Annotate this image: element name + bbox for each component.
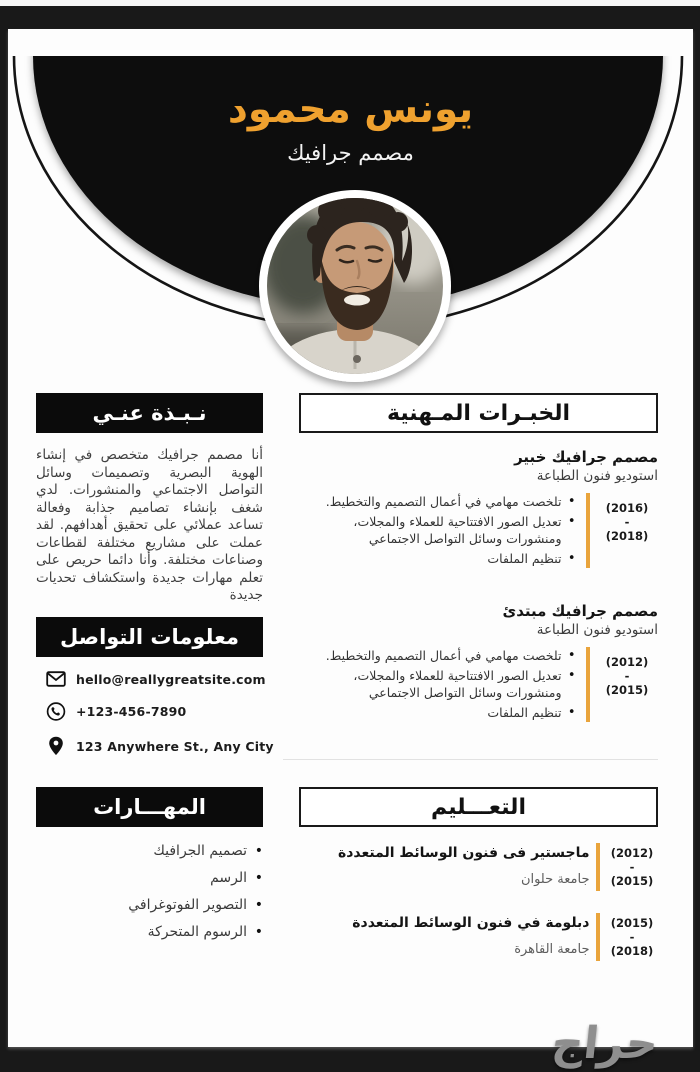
- skills-list: [36, 843, 263, 951]
- education-text: [299, 913, 590, 959]
- education-dates: [606, 913, 658, 958]
- education-degree: دبلومة في فنون الوسائط المتعددة: [352, 915, 590, 931]
- job-duty-text: تعديل الصور الافتتاحية للعملاء والمجلات، ومنشورات وسائل التواصل الاجتماعي: [353, 668, 562, 700]
- job-entry-header: [299, 447, 658, 486]
- phone-icon: [46, 702, 66, 721]
- job-duty-item: [299, 647, 576, 664]
- job-duties-list: [299, 491, 576, 570]
- bullet-dot-icon: •: [254, 843, 263, 859]
- bullet-dot-icon: •: [567, 551, 576, 566]
- education-dates: [606, 843, 658, 888]
- job-duties-list: [299, 645, 576, 724]
- education-text: [299, 843, 590, 889]
- section-divider: [283, 759, 658, 760]
- education-entry: [299, 913, 658, 961]
- person-name: يونس محمود: [227, 87, 474, 132]
- section-title-skills: [36, 787, 263, 827]
- address-value: 123 Anywhere St., Any City: [76, 738, 274, 754]
- education-degree: ماجستير فى فنون الوسائط المتعددة: [337, 845, 590, 861]
- job-duty-item: [299, 493, 576, 510]
- skill-item: [36, 924, 263, 940]
- bullet-dot-icon: •: [567, 648, 576, 663]
- job-company: استوديو فنون الطباعة: [536, 468, 658, 484]
- accent-bar: [596, 913, 601, 961]
- education-start-year: (2012): [610, 846, 654, 860]
- section-title-contact: [36, 617, 263, 657]
- skill-item: [36, 843, 263, 859]
- dates-separator: -: [629, 930, 635, 944]
- haraj-watermark-logo: حراج: [549, 1018, 661, 1069]
- job-duty-text: تلخصت مهامي في أعمال التصميم والتخطيط.: [325, 648, 562, 663]
- bullet-dot-icon: •: [254, 924, 263, 940]
- education-entry: [299, 843, 658, 891]
- skill-label: تصميم الجرافيك: [153, 843, 247, 859]
- about-paragraph: أنا مصمم جرافيك متخصص في إنشاء الهوية البصرية وتصميمات وسائل التواصل الاجتماعي والمنشورات. لدي شغف بإنشاء تصاميم جذابة وفعالة تساعد عملائي على تحقيق أهدافهم. لقد عملت على مشاريع مختلفة لقطاعات وصناعات مختلفة. وأنا دائما حريص على تعلم مهارات جديدة واستكشاف تحديات جديدة: [36, 447, 263, 603]
- job-dates: [596, 645, 658, 697]
- section-title-education: [299, 787, 658, 827]
- education-school: جامعة حلوان: [520, 872, 590, 887]
- contact-item-phone: [46, 702, 276, 721]
- education-end-year: (2018): [610, 944, 654, 958]
- bullet-dot-icon: •: [567, 705, 576, 720]
- accent-bar: [586, 493, 591, 568]
- email-icon: [46, 671, 66, 687]
- skill-item: [36, 870, 263, 886]
- dates-separator: -: [624, 515, 630, 529]
- job-end-year: (2015): [605, 683, 649, 697]
- screen-top-strip: [0, 0, 700, 6]
- education-school: جامعة القاهرة: [514, 942, 590, 957]
- job-start-year: (2012): [605, 655, 649, 669]
- job-details-row: [299, 491, 658, 570]
- bullet-dot-icon: •: [254, 897, 263, 913]
- education-title-label: التعـــليم: [431, 794, 526, 820]
- job-duty-text: تلخصت مهامي في أعمال التصميم والتخطيط.: [325, 494, 562, 509]
- phone-value: +123-456-7890: [76, 704, 187, 719]
- job-duty-item: [299, 513, 576, 547]
- bullet-dot-icon: •: [567, 514, 576, 529]
- job-details-row: [299, 645, 658, 724]
- skill-label: الرسوم المتحركة: [147, 924, 247, 940]
- job-duty-item: [299, 667, 576, 701]
- about-title-label: نـبـذة عنـي: [92, 401, 207, 425]
- accent-bar: [596, 843, 601, 891]
- skills-title-label: المهـــارات: [93, 795, 206, 819]
- job-duty-text: تعديل الصور الافتتاحية للعملاء والمجلات، ومنشورات وسائل التواصل الاجتماعي: [353, 514, 562, 546]
- job-duty-item: [299, 704, 576, 721]
- accent-bar: [586, 647, 591, 722]
- education-end-year: (2015): [610, 874, 654, 888]
- experience-title-label: الخبـرات المـهنية: [386, 400, 571, 426]
- contact-item-address: [46, 736, 276, 756]
- location-pin-icon: [46, 736, 66, 756]
- bullet-dot-icon: •: [567, 668, 576, 683]
- person-job-title: مصمم جرافيك: [287, 141, 414, 165]
- job-start-year: (2016): [605, 501, 649, 515]
- skill-label: الرسم: [210, 870, 247, 886]
- bullet-dot-icon: •: [254, 870, 263, 886]
- bullet-dot-icon: •: [567, 494, 576, 509]
- dates-separator: -: [629, 860, 635, 874]
- job-dates: [596, 491, 658, 543]
- job-company: استوديو فنون الطباعة: [536, 622, 658, 638]
- job-duty-item: [299, 550, 576, 567]
- job-role: مصمم جرافيك مبتدئ: [502, 602, 658, 620]
- job-duty-text: تنظيم الملفات: [487, 551, 562, 566]
- job-end-year: (2018): [605, 529, 649, 543]
- contact-list: [46, 671, 276, 771]
- skill-label: التصوير الفوتوغرافي: [128, 897, 247, 913]
- contact-item-email: [46, 671, 276, 687]
- job-duty-text: تنظيم الملفات: [487, 705, 562, 720]
- education-start-year: (2015): [610, 916, 654, 930]
- email-value: hello@reallygreatsite.com: [76, 671, 266, 687]
- dates-separator: -: [624, 669, 630, 683]
- job-role: مصمم جرافيك خبير: [514, 448, 658, 466]
- contact-title-label: معلومات التواصل: [60, 625, 239, 649]
- job-entry-header: [299, 601, 658, 640]
- skill-item: [36, 897, 263, 913]
- resume-page: [8, 29, 693, 1047]
